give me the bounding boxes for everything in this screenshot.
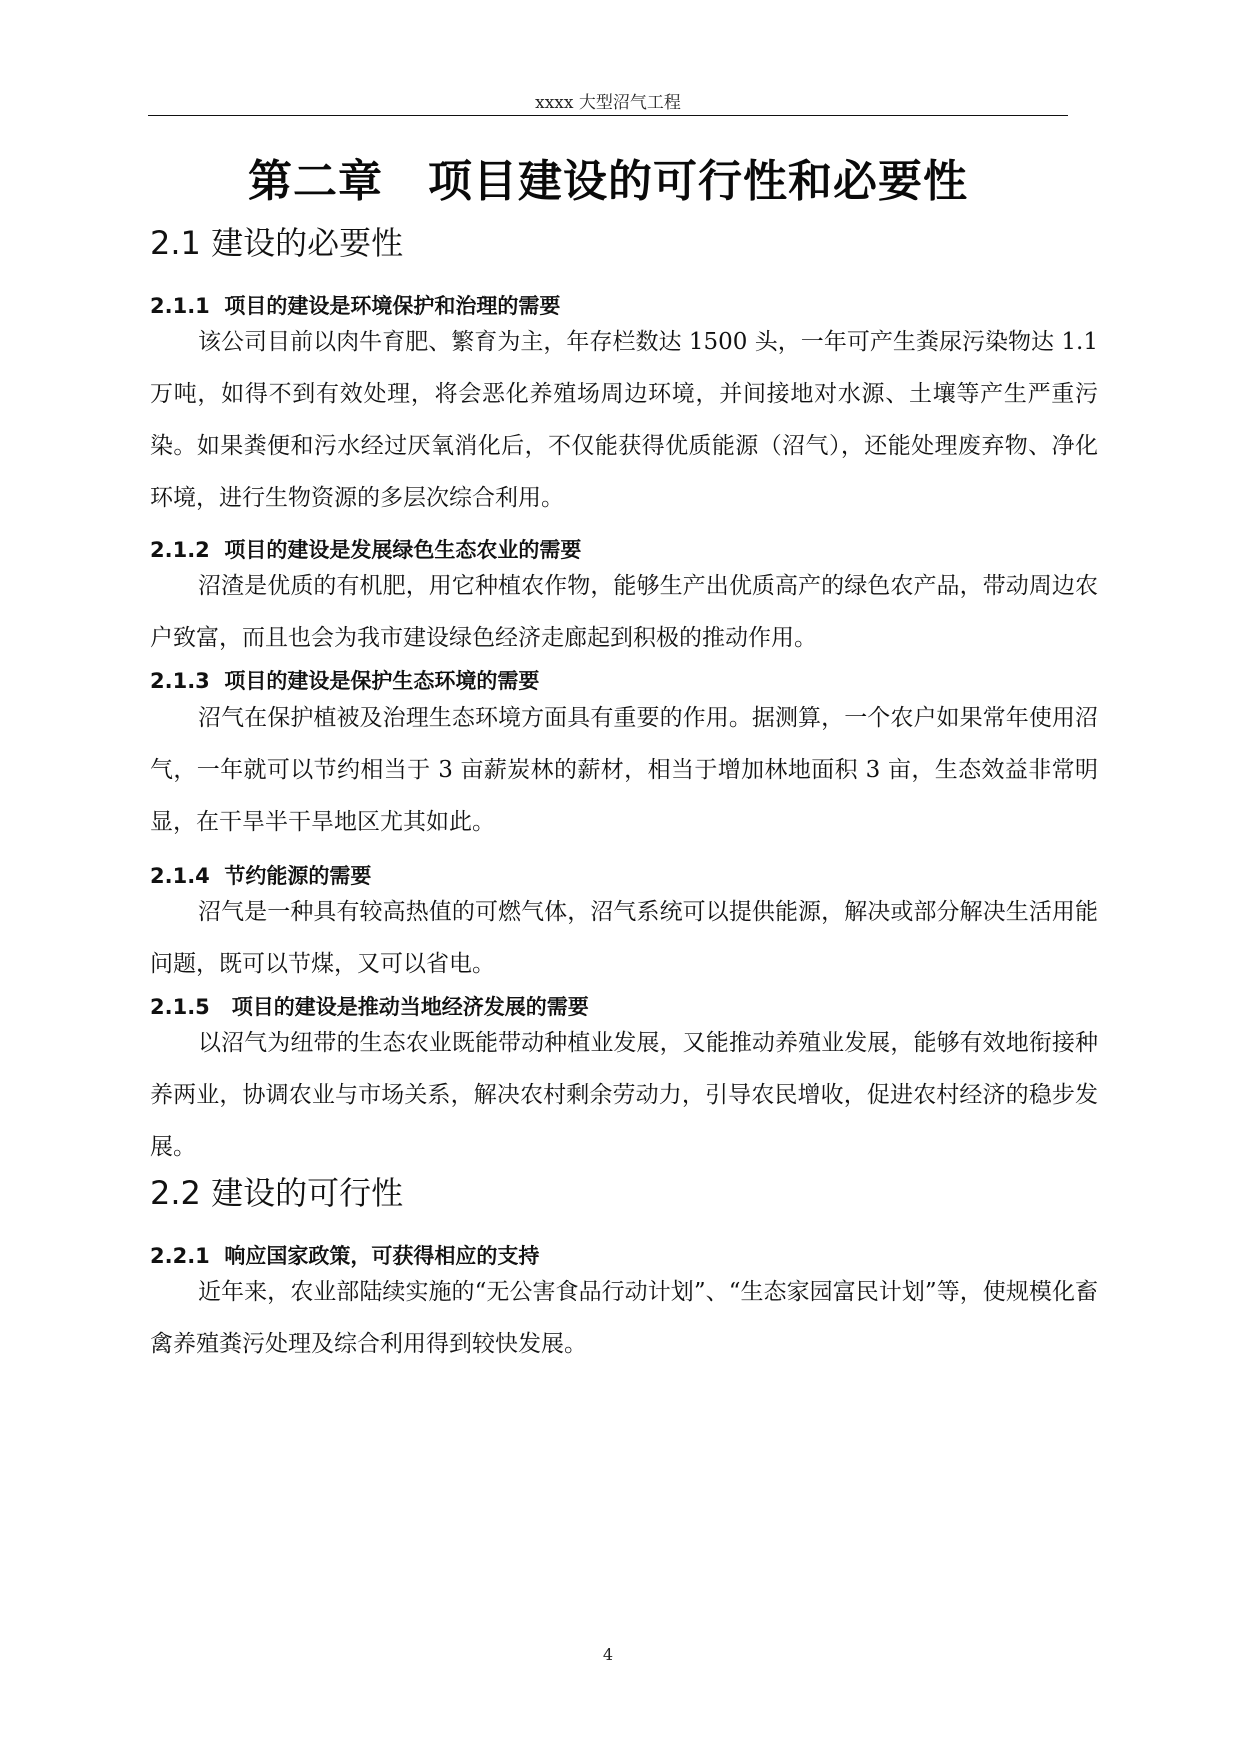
section-heading-2-2: 2.2 建设的可行性 <box>150 1174 404 1212</box>
paragraph-2-1-3: 沼气在保护植被及治理生态环境方面具有重要的作用。据测算，一个农户如果常年使用沼气，一年就可以节约相当于 3 亩薪炭林的薪材，相当于增加林地面积 3 亩，生态效益非常明显，在干旱半干旱地区尤其如此。 <box>150 705 1098 835</box>
paragraph-2-2-1: 近年来，农业部陆续实施的“无公害食品行动计划”、“生态家园富民计划”等，使规模化畜禽养殖粪污处理及综合利用得到较快发展。 <box>150 1279 1098 1357</box>
subsection-heading-2-1-4: 2.1.4 节约能源的需要 <box>150 864 372 888</box>
chapter-title: 第二章 项目建设的可行性和必要性 <box>248 156 968 207</box>
paragraph-2-1-2: 沼渣是优质的有机肥，用它种植农作物，能够生产出优质高产的绿色农产品，带动周边农户致富，而且也会为我市建设绿色经济走廊起到积极的推动作用。 <box>150 573 1098 651</box>
running-header: xxxx 大型沼气工程 <box>535 93 681 113</box>
subsection-heading-2-1-1: 2.1.1 项目的建设是环境保护和治理的需要 <box>150 294 561 318</box>
paragraph-2-1-4: 沼气是一种具有较高热值的可燃气体，沼气系统可以提供能源，解决或部分解决生活用能问题，既可以节煤，又可以省电。 <box>150 899 1098 977</box>
subsection-heading-2-1-2: 2.1.2 项目的建设是发展绿色生态农业的需要 <box>150 538 582 562</box>
paragraph-2-1-1: 该公司目前以肉牛育肥、繁育为主，年存栏数达 1500 头，一年可产生粪尿污染物达 1.1 万吨，如得不到有效处理，将会恶化养殖场周边环境，并间接地对水源、土壤等产生严重污染。如果粪便和污水经过厌氧消化后，不仅能获得优质能源（沼气），还能处理废弃物、净化环境，进行生物资源的多层次综合利用。 <box>150 329 1098 511</box>
section-heading-2-1: 2.1 建设的必要性 <box>150 224 404 262</box>
subsection-heading-2-1-5: 2.1.5 项目的建设是推动当地经济发展的需要 <box>150 995 589 1019</box>
page-number: 4 <box>602 1645 614 1664</box>
paragraph-2-1-5: 以沼气为纽带的生态农业既能带动种植业发展，又能推动养殖业发展，能够有效地衔接种养两业，协调农业与市场关系，解决农村剩余劳动力，引导农民增收，促进农村经济的稳步发展。 <box>150 1030 1098 1160</box>
subsection-heading-2-1-3: 2.1.3 项目的建设是保护生态环境的需要 <box>150 669 540 693</box>
header-rule <box>148 115 1068 116</box>
subsection-heading-2-2-1: 2.2.1 响应国家政策，可获得相应的支持 <box>150 1244 540 1268</box>
